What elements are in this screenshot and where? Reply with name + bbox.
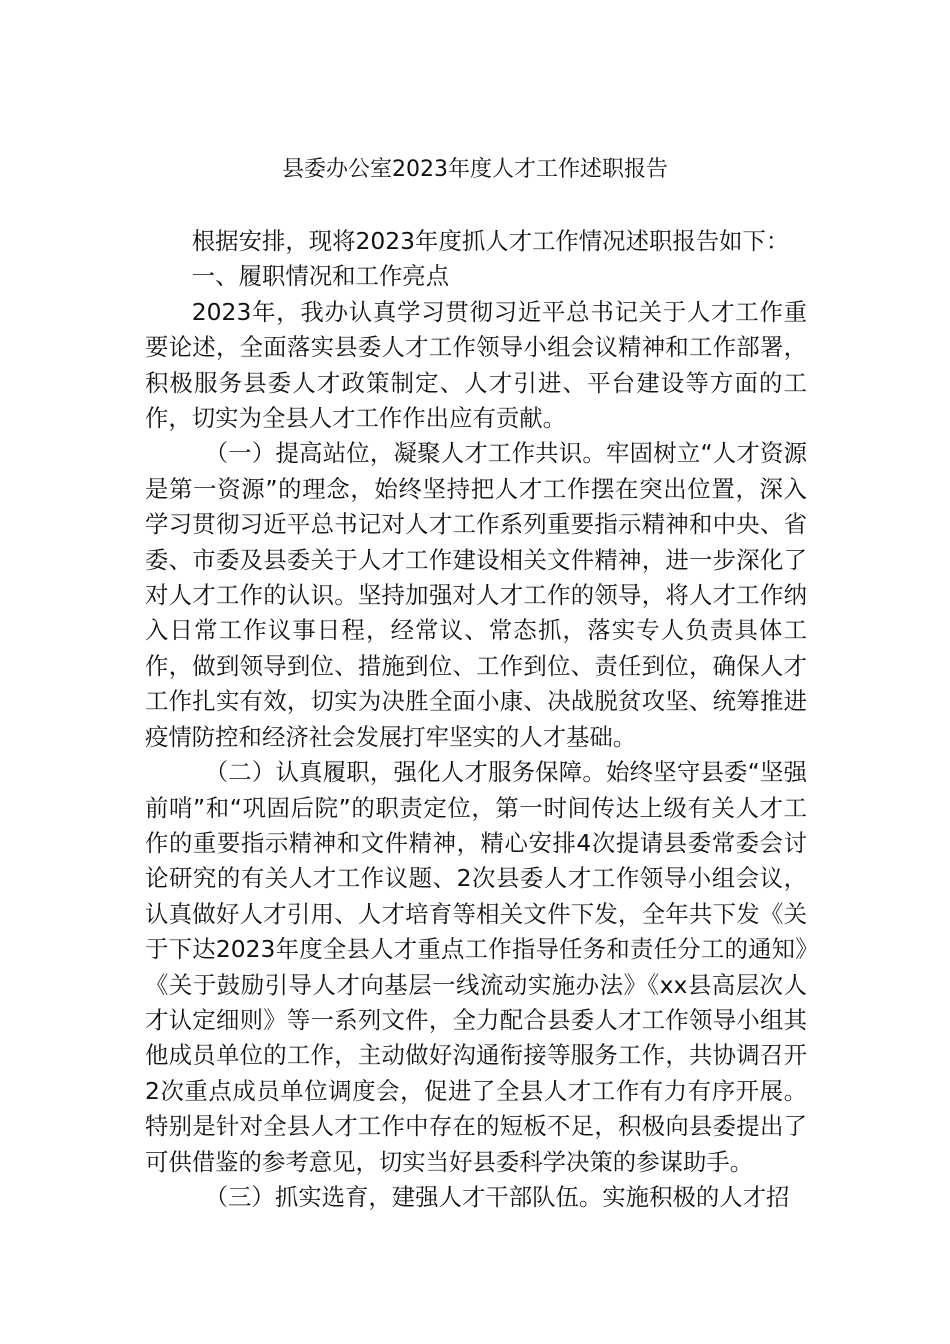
subsection-3-paragraph: （三）抓实选育，建强人才干部队伍。实施积极的人才招: [204, 1182, 790, 1211]
intro-paragraph: 根据安排，现将2023年度抓人才工作情况述职报告如下：: [191, 227, 790, 255]
section-1-paragraph: 2023年，我办认真学习贯彻习近平总书记关于人才工作重要论述，全面落实县委人才工作领导小组会议精神和工作部署，积极服务县委人才政策制定、人才引进、平台建设等方面的工作，切实为全县人才工作作出应有贡献。: [145, 297, 807, 433]
section-heading-1: 一、履职情况和工作亮点: [191, 262, 450, 291]
document-title: 县委办公室2023年度人才工作述职报告: [282, 157, 668, 182]
document-body: [145, 224, 807, 1215]
subsection-1-paragraph: （一）提高站位，凝聚人才工作共识。牢固树立“人才资源是第一资源”的理念，始终坚持把人才工作摆在突出位置，深入学习贯彻习近平总书记对人才工作系列重要指示精神和中央、省委、市委及县委关于人才工作建设相关文件精神，进一步深化了对人才工作的认识。坚持加强对人才工作的领导，将人才工作纳入日常工作议事日程，经常议、常态抓，落实专人负责具体工作，做到领导到位、措施到位、工作到位、责任到位，确保人才工作扎实有效，切实为决胜全面小康、决战脱贫攻坚、统筹推进疫情防控和经济社会发展打牢坚实的人才基础。: [145, 439, 807, 751]
subsection-2-paragraph: （二）认真履职，强化人才服务保障。始终坚守县委“坚强前哨”和“巩固后院”的职责定位，第一时间传达上级有关人才工作的重要指示精神和文件精神，精心安排4次提请县委常委会讨论研究的有关人才工作议题、2次县委人才工作领导小组会议，认真做好人才引用、人才培育等相关文件下发，全年共下发《关于下达2023年度全县人才重点工作指导任务和责任分工的通知》《关于鼓励引导人才向基层一线流动实施办法》《xx县高层次人才认定细则》等一系列文件，全力配合县委人才工作领导小组其他成员单位的工作，主动做好沟通衔接等服务工作，共协调召开2次重点成员单位调度会，促进了全县人才工作有力有序开展。特别是针对全县人才工作中存在的短板不足，积极向县委提出了可供借鉴的参考意见，切实当好县委科学决策的参谋助手。: [145, 758, 807, 1176]
